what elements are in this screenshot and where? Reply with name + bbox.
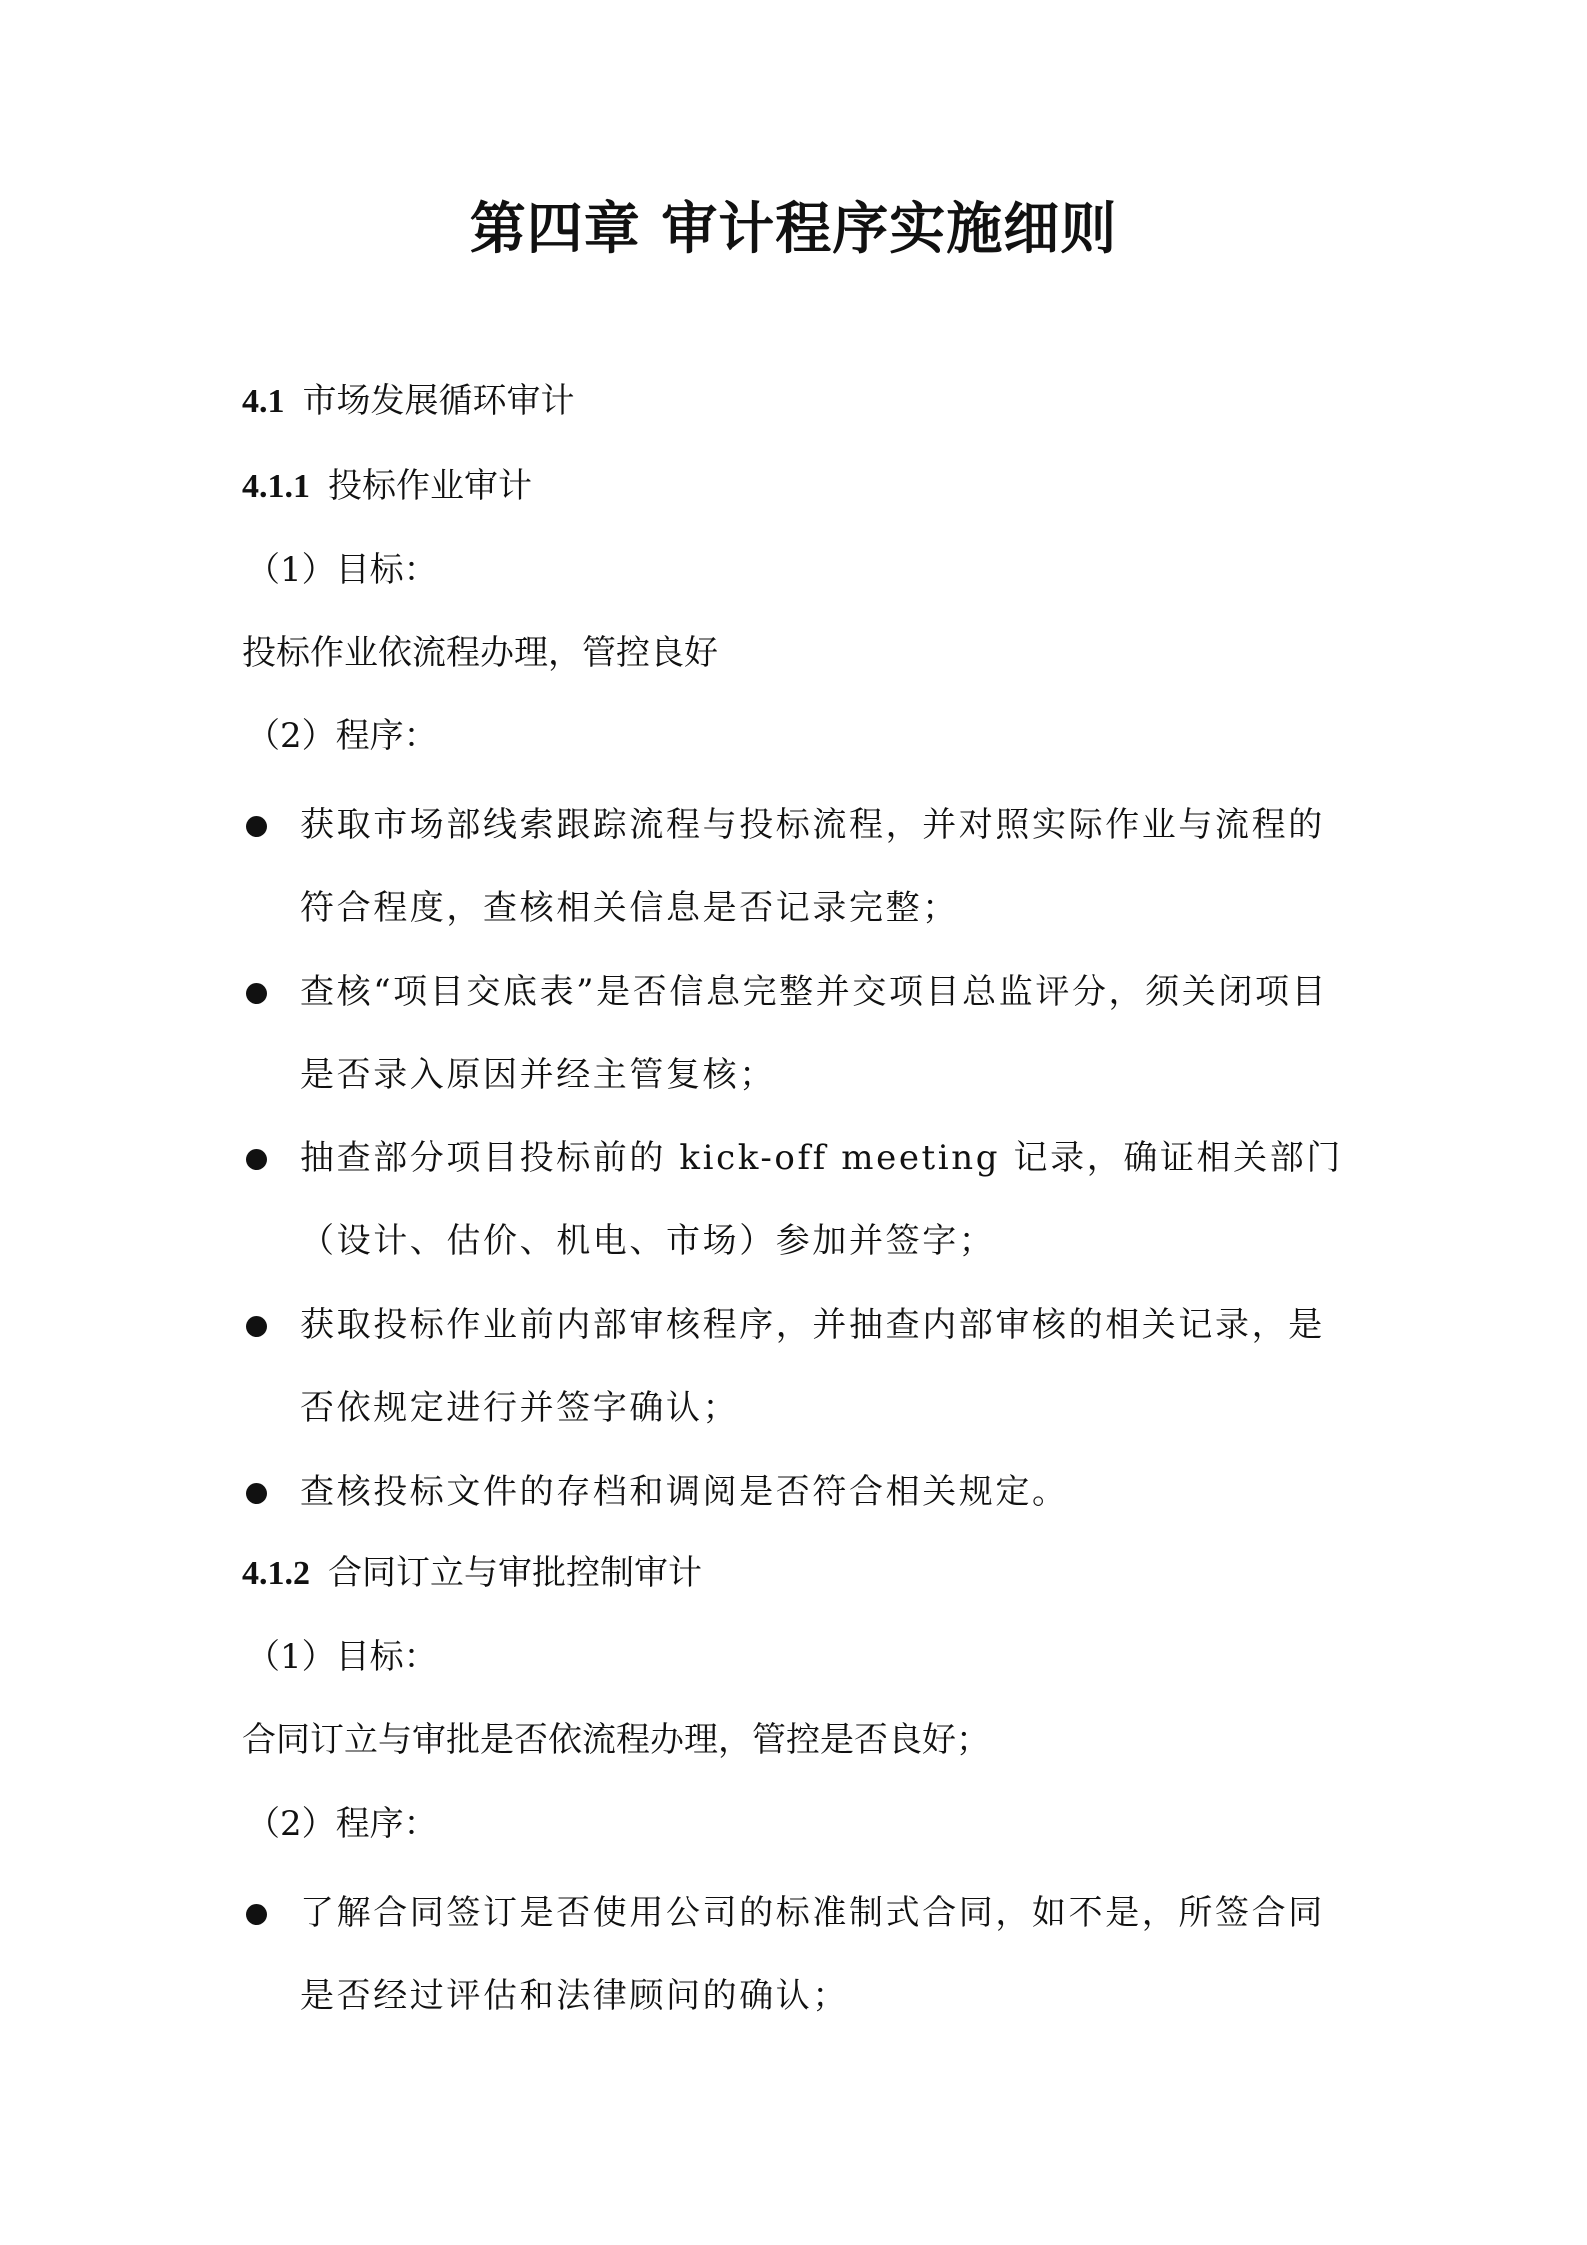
list-item-text: 了解合同签订是否使用公司的标准制式合同，如不是，所签合同是否经过评估和法律顾问的确认；: [300, 1893, 1325, 2016]
section-number: 4.1.2: [242, 1555, 310, 1592]
section-title: 合同订立与审批控制审计: [328, 1553, 702, 1593]
section-title: 投标作业审计: [328, 466, 532, 506]
section-title: 市场发展循环审计: [302, 381, 575, 421]
section-heading-4-1: [242, 377, 575, 426]
bullet-icon: [246, 1149, 267, 1170]
bullet-icon: [246, 1316, 267, 1337]
bullet-icon: [246, 816, 267, 837]
procedure-label: （2）程序：: [246, 1804, 438, 1844]
goal-text: 合同订立与审批是否依流程办理，管控是否良好；: [242, 1720, 990, 1760]
section-number: 4.1.1: [242, 468, 310, 505]
bullet-icon: [246, 983, 267, 1004]
bullet-icon: [246, 1904, 267, 1925]
list-item-text: 获取投标作业前内部审核程序，并抽查内部审核的相关记录，是否依规定进行并签字确认；: [300, 1305, 1325, 1428]
chapter-title: 第四章 审计程序实施细则: [469, 197, 1118, 262]
goal-text: 投标作业依流程办理，管控良好: [242, 633, 718, 673]
procedure-label: （2）程序：: [246, 716, 438, 756]
list-item-text: 抽查部分项目投标前的 kick-off meeting 记录，确证相关部门（设计、估价、机电、市场）参加并签字；: [300, 1138, 1343, 1261]
list-item-text: 获取市场部线索跟踪流程与投标流程，并对照实际作业与流程的符合程度，查核相关信息是否记录完整；: [300, 805, 1325, 928]
bullet-icon: [246, 1483, 267, 1504]
list-item-text: 查核“项目交底表”是否信息完整并交项目总监评分，须关闭项目是否录入原因并经主管复核；: [300, 972, 1329, 1095]
section-heading-4-1-1: [242, 462, 532, 511]
list-item-text: 查核投标文件的存档和调阅是否符合相关规定。: [300, 1472, 1069, 1512]
goal-label: （1）目标：: [246, 1637, 438, 1677]
section-number: 4.1: [242, 383, 285, 420]
goal-label: （1）目标：: [246, 550, 438, 590]
section-heading-4-1-2: [242, 1549, 702, 1598]
